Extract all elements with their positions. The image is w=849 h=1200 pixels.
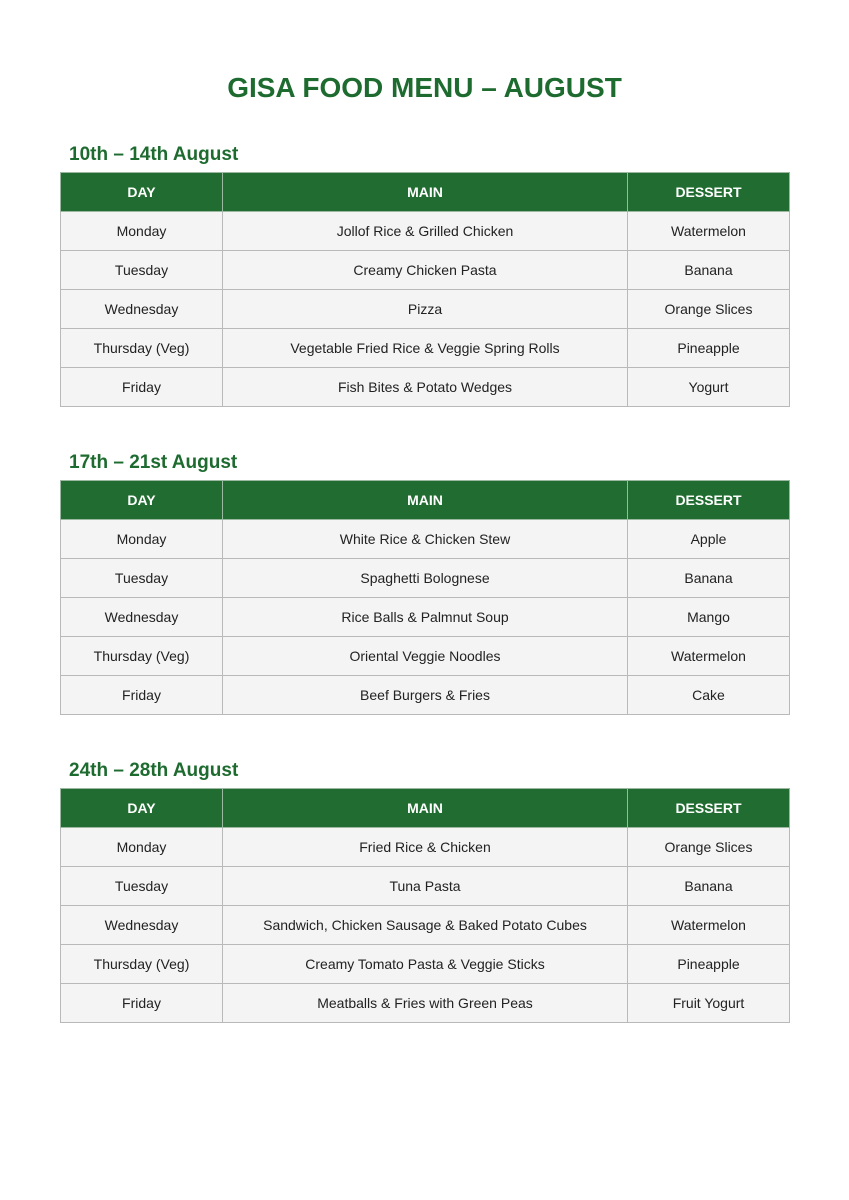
dessert-cell: Apple — [628, 520, 790, 559]
main-cell: Sandwich, Chicken Sausage & Baked Potato Cubes — [223, 906, 628, 945]
main-cell: Fried Rice & Chicken — [223, 828, 628, 867]
dessert-cell: Orange Slices — [628, 828, 790, 867]
dessert-cell: Watermelon — [628, 906, 790, 945]
table-row — [61, 559, 790, 598]
main-cell: Tuna Pasta — [223, 867, 628, 906]
day-cell: Tuesday — [61, 251, 223, 290]
dessert-cell: Cake — [628, 676, 790, 715]
header-row — [61, 481, 790, 520]
day-cell: Wednesday — [61, 290, 223, 329]
day-cell: Friday — [61, 676, 223, 715]
main-cell: Pizza — [223, 290, 628, 329]
table-row — [61, 251, 790, 290]
day-header: DAY — [61, 789, 223, 828]
dessert-cell: Watermelon — [628, 212, 790, 251]
day-cell: Monday — [61, 520, 223, 559]
dessert-header: DESSERT — [628, 789, 790, 828]
day-cell: Friday — [61, 368, 223, 407]
menu-table — [60, 788, 790, 1023]
day-cell: Friday — [61, 984, 223, 1023]
day-cell: Thursday (Veg) — [61, 945, 223, 984]
dessert-cell: Watermelon — [628, 637, 790, 676]
main-cell: White Rice & Chicken Stew — [223, 520, 628, 559]
main-cell: Spaghetti Bolognese — [223, 559, 628, 598]
main-cell: Fish Bites & Potato Wedges — [223, 368, 628, 407]
main-cell: Meatballs & Fries with Green Peas — [223, 984, 628, 1023]
header-row — [61, 173, 790, 212]
main-cell: Creamy Chicken Pasta — [223, 251, 628, 290]
day-cell: Wednesday — [61, 906, 223, 945]
main-cell: Beef Burgers & Fries — [223, 676, 628, 715]
week-title: 24th – 28th August — [69, 760, 239, 781]
dessert-cell: Banana — [628, 559, 790, 598]
dessert-header: DESSERT — [628, 481, 790, 520]
table-row — [61, 637, 790, 676]
table-row — [61, 212, 790, 251]
dessert-cell: Pineapple — [628, 329, 790, 368]
week-title: 10th – 14th August — [69, 144, 239, 165]
table-row — [61, 676, 790, 715]
dessert-cell: Mango — [628, 598, 790, 637]
table-row — [61, 906, 790, 945]
week-title: 17th – 21st August — [69, 452, 238, 473]
main-cell: Vegetable Fried Rice & Veggie Spring Rolls — [223, 329, 628, 368]
dessert-cell: Fruit Yogurt — [628, 984, 790, 1023]
table-row — [61, 290, 790, 329]
menu-table — [60, 172, 790, 407]
dessert-cell: Pineapple — [628, 945, 790, 984]
dessert-cell: Yogurt — [628, 368, 790, 407]
main-header: MAIN — [223, 481, 628, 520]
dessert-cell: Banana — [628, 867, 790, 906]
week-section-3 — [60, 758, 789, 1023]
main-header: MAIN — [223, 173, 628, 212]
day-cell: Wednesday — [61, 598, 223, 637]
header-row — [61, 789, 790, 828]
dessert-header: DESSERT — [628, 173, 790, 212]
page-title: GISA FOOD MENU – AUGUST — [227, 72, 622, 103]
table-row — [61, 828, 790, 867]
week-section-2 — [60, 450, 789, 715]
day-cell: Tuesday — [61, 867, 223, 906]
dessert-cell: Orange Slices — [628, 290, 790, 329]
dessert-cell: Banana — [628, 251, 790, 290]
main-cell: Creamy Tomato Pasta & Veggie Sticks — [223, 945, 628, 984]
menu-table — [60, 480, 790, 715]
main-header: MAIN — [223, 789, 628, 828]
day-cell: Monday — [61, 828, 223, 867]
table-row — [61, 329, 790, 368]
day-cell: Thursday (Veg) — [61, 637, 223, 676]
day-header: DAY — [61, 481, 223, 520]
week-section-1 — [60, 142, 789, 407]
main-cell: Oriental Veggie Noodles — [223, 637, 628, 676]
table-row — [61, 598, 790, 637]
day-cell: Tuesday — [61, 559, 223, 598]
day-cell: Thursday (Veg) — [61, 329, 223, 368]
table-row — [61, 368, 790, 407]
table-row — [61, 984, 790, 1023]
main-cell: Jollof Rice & Grilled Chicken — [223, 212, 628, 251]
table-row — [61, 867, 790, 906]
table-row — [61, 945, 790, 984]
day-cell: Monday — [61, 212, 223, 251]
table-row — [61, 520, 790, 559]
day-header: DAY — [61, 173, 223, 212]
main-cell: Rice Balls & Palmnut Soup — [223, 598, 628, 637]
